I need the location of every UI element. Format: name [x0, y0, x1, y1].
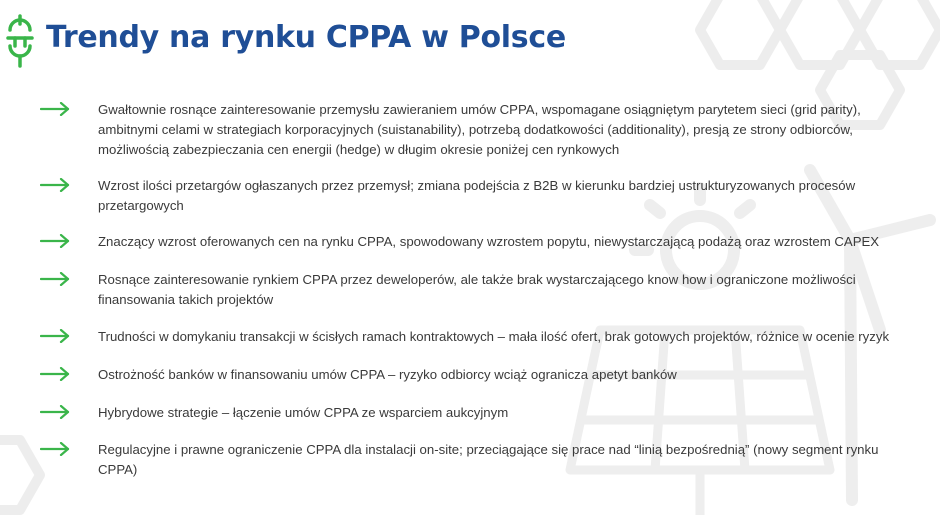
list-item-text: Wzrost ilości przetargów ogłaszanych przez przemysł; zmiana podejścia z B2B w kierunku bardziej ustrukturyzowanych procesów przetargowych: [98, 178, 856, 213]
list-item-text: Trudności w domykaniu transakcji w ścisłych ramach kontraktowych – mała ilość ofert, brak gotowych projektów, różnice w ocenie ryzyk: [98, 329, 890, 344]
arrow-right-icon: [40, 272, 70, 286]
arrow-right-icon: [40, 178, 70, 192]
arrow-right-icon: [40, 102, 70, 116]
list-item-text: Znaczący wzrost oferowanych cen na rynku CPPA, spowodowany wzrostem popytu, niewystarczającą podażą oraz wzrostem CAPEX: [98, 234, 880, 249]
list-item: [40, 365, 910, 385]
list-item-text: Gwałtownie rosnące zainteresowanie przemysłu zawieraniem umów CPPA, wspomagane osiągniętym parytetem sieci (grid parity), ambitnymi celami w strategiach korporacyjnych (suistanability), potrzebą dodatkowości (additionality), presją ze strony odbiorców, możliwością zabezpieczania cen energii (hedge) w długim okresie poniżej cen rynkowych: [98, 102, 861, 157]
page-title: Trendy na rynku CPPA w Polsce: [46, 20, 566, 55]
arrow-right-icon: [40, 442, 70, 456]
list-item: [40, 232, 910, 252]
arrow-right-icon: [40, 367, 70, 381]
list-item: [40, 270, 910, 310]
list-item: [40, 176, 910, 216]
list-item-text: Rosnące zainteresowanie rynkiem CPPA przez deweloperów, ale także brak wystarczającego know how i ograniczone możliwości finansowania takich projektów: [98, 272, 856, 307]
arrow-right-icon: [40, 234, 70, 248]
list-item: [40, 440, 910, 480]
list-item: [40, 327, 910, 347]
list-item: [40, 100, 910, 160]
arrow-right-icon: [40, 405, 70, 419]
list-item-text: Regulacyjne i prawne ograniczenie CPPA dla instalacji on-site; przeciągające się prace nad “linią bezpośrednią” (nowy segment rynku CPPA): [98, 442, 879, 477]
plug-icon: [6, 14, 34, 70]
list-item: [40, 403, 910, 423]
list-item-text: Hybrydowe strategie – łączenie umów CPPA ze wsparciem aukcyjnym: [98, 405, 509, 420]
arrow-right-icon: [40, 329, 70, 343]
list-item-text: Ostrożność banków w finansowaniu umów CPPA – ryzyko odbiorcy wciąż ogranicza apetyt banków: [98, 367, 677, 382]
